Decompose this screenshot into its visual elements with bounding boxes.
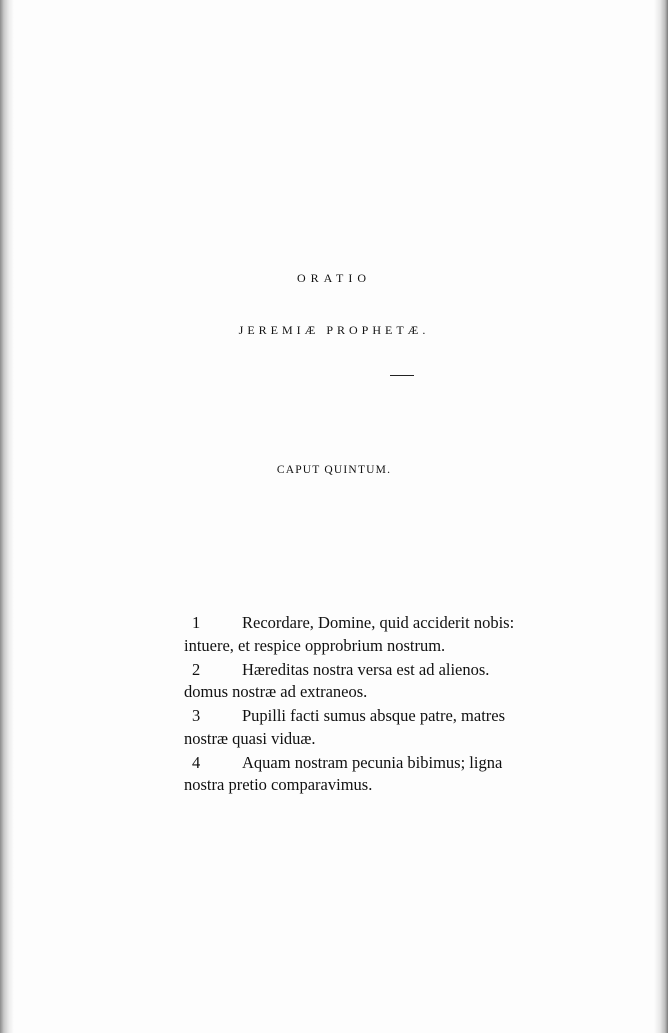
verse-4 <box>184 752 614 797</box>
verse-number: 3 <box>192 706 201 725</box>
verse-text-line: domus nostræ ad extraneos. <box>184 682 368 701</box>
verse-text-line: nostra pretio comparavimus. <box>184 775 373 794</box>
verse-number: 4 <box>192 752 201 772</box>
verse-1 <box>184 612 614 657</box>
verse-text-line: Hæreditas nostra versa est ad alienos. <box>242 659 490 679</box>
chapter-heading: CAPUT QUINTUM. <box>276 464 392 476</box>
verse-3 <box>184 705 614 750</box>
page-left-edge <box>0 0 14 1033</box>
section-divider <box>390 375 414 376</box>
page-right-edge <box>654 0 668 1033</box>
verse-text-line: intuere, et respice opprobrium nostrum. <box>184 635 446 655</box>
page-subtitle: JEREMIÆ PROPHETÆ. <box>238 323 430 337</box>
verse-text-line: Aquam nostram pecunia bibimus; ligna <box>242 752 503 772</box>
verse-text-line: Pupilli facti sumus absque patre, matres <box>242 706 506 725</box>
verse-text-line: nostræ quasi viduæ. <box>184 728 316 748</box>
verse-2 <box>184 659 614 704</box>
verse-number: 1 <box>192 613 201 632</box>
page-title: ORATIO <box>297 271 371 285</box>
verse-list <box>184 612 614 798</box>
verse-number: 2 <box>192 659 201 679</box>
verse-text-line: Recordare, Domine, quid acciderit nobis: <box>242 613 515 632</box>
